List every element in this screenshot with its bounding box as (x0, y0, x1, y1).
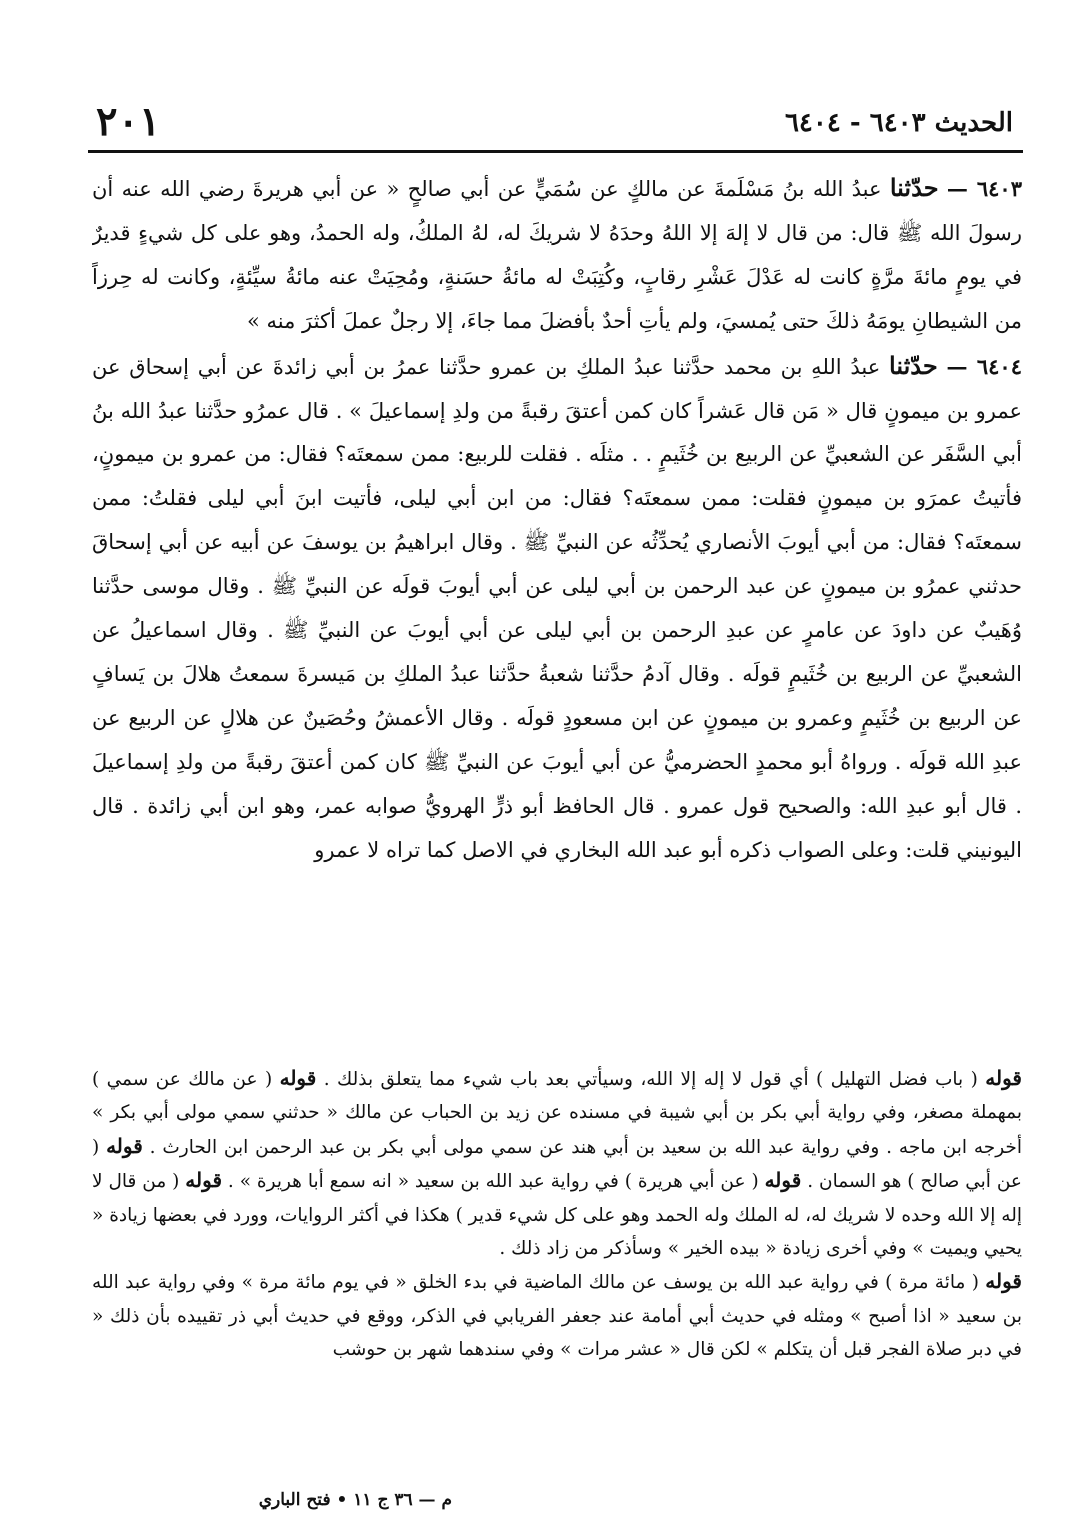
commentary-text: ( من قال لا إله إلا الله وحده لا شريك له، له الملك وله الحمد وهو على كل شيء قدير ) هكذا في أكثر الروايات، وورد في بعضها زيادة « يحيي ويميت » وفي أخرى زيادة « بيده الخير » وسأذكر من زاد ذلك . (92, 1171, 1022, 1260)
commentary-paragraph (92, 1265, 1022, 1366)
hadith-6403 (92, 166, 1022, 344)
commentary-section (92, 1062, 1022, 1482)
hadith-number: ٦٤٠٣ — (946, 176, 1022, 201)
hadith-range-title: الحديث ٦٤٠٣ - ٦٤٠٤ (784, 108, 1013, 138)
commentary-text: ( باب فضل التهليل ) أي قول لا إله إلا الله، وسيأتي بعد باب شيء مما يتعلق بذلك . (323, 1069, 978, 1090)
signature-footer: م — ٣٦ ج ١١ • فتح الباري (258, 1490, 452, 1510)
page-number: ٢٠١ (96, 98, 161, 145)
qawluhu-marker: قوله (279, 1066, 317, 1090)
hadith-6404 (92, 344, 1022, 873)
hadith-number: ٦٤٠٤ — (946, 353, 1022, 379)
haddathana-heading: حدّثنا (889, 350, 938, 380)
commentary-text: ( عن مالك عن سمي ) بمهملة مصغر، وفي رواية أبي بكر بن أبي شيبة في مسنده عن زيد بن الحباب عن مالك « حدثني سمي مولى أبي بكر » أخرجه ابن ماجه . وفي رواية عبد الله بن سعيد بن أبي هند عن سمي مولى أبي بكر بن عبد الرحمن ابن الحارث . (92, 1069, 1022, 1158)
haddathana-heading: حدّثنا (889, 173, 939, 202)
hadith-body: عبدُ اللهِ بن محمد حدَّثنا عبدُ الملكِ بن عمرو حدَّثنا عمرُ بن أبي زائدةَ عن أبي إسحاق عن عمرو بن ميمونٍ قال « مَن قال عَشراً كان كمن أعتقَ رقبةً من ولدِ إسماعيلَ » . قال عمرُو حدَّثنا عبدُ الله بنُ أبي السَّفَر عن الشعبيِّ عن الربيع بن خُثَيمٍ . . مثلَه . فقلت للربيع: ممن سمعتَه؟ فقال: من عمرو بن ميمونٍ، فأتيتُ عمرَو بن ميمونٍ فقلت: ممن سمعتَه؟ فقال: من ابن أبي ليلى، فأتيت ابنَ أبي ليلى فقلتُ: ممن سمعتَه؟ فقال: من أبي أيوبَ الأنصاري يُحدِّثُه عن النبيِّ ﷺ . وقال ابراهيمُ بن يوسفَ عن أبيه عن أبي إسحاقَ حدثني عمرُو بن ميمونٍ عن عبد الرحمن بن أبي ليلى عن أبي أيوبَ قولَه عن النبيِّ ﷺ . وقال موسى حدَّثنا وُهَيبٌ عن داودَ عن عامرٍ عن عبدِ الرحمن بن أبي ليلى عن أبي أيوبَ عن النبيِّ ﷺ . وقال اسماعيلُ عن الشعبيِّ عن الربيع بن خُثَيمٍ قولَه . وقال آدمُ حدَّثنا شعبةُ حدَّثنا عبدُ الملكِ بن مَيسرةَ سمعتُ هلالَ بن يَسافٍ عن الربيع بن خُثَيمٍ وعمرو بن ميمونٍ عن ابن مسعودٍ قولَه . وقال الأعمشُ وحُصَينٌ عن هلالٍ عن الربيع عن عبدِ الله قولَه . ورواهُ أبو محمدٍ الحضرميُّ عن أبي أيوبَ عن النبيِّ ﷺ كان كمن أعتقَ رقبةً من ولدِ إسماعيلَ . قال أبو عبدِ الله: والصحيح قول عمرو . قال الحافظ أبو ذرٍّ الهرويُّ صوابه عمر، وهو ابن أبي زائدة . قال اليونيني قلت: وعلى الصواب ذكره أبو عبد الله البخاري في الاصل كما تراه لا عمرو (92, 354, 1022, 862)
commentary-paragraph (92, 1062, 1022, 1265)
qawluhu-marker: قوله (985, 1066, 1022, 1090)
qawluhu-marker: قوله (985, 1269, 1022, 1294)
qawluhu-marker: قوله (185, 1168, 223, 1193)
qawluhu-marker: قوله (764, 1168, 802, 1193)
page-header (88, 92, 1023, 148)
commentary-text: ( عن أبي صالح ) هو السمان . (92, 1136, 1022, 1193)
qawluhu-marker: قوله (106, 1133, 143, 1158)
hadith-body: عبدُ الله بنُ مَسْلَمةَ عن مالكٍ عن سُمَيٍّ عن أبي صالحٍ « عن أبي هريرةَ رضي الله عنه أن رسولَ الله ﷺ قال: من قال لا إلهَ إلا اللهُ وحدَهُ لا شريكَ له، لهُ الملكُ، وله الحمدُ، وهو على كل شيءٍ قديرٌ في يومٍ مائةَ مرَّةٍ كانت له عَدْلَ عَشْرِ رقابٍ، وكُتِبَتْ له مائةُ حسَنةٍ، ومُحِيَتْ عنه مائةُ سيِّئةٍ، وكانت له حِرزاً من الشيطانِ يومَهُ ذلكَ حتى يُمسيَ، ولم يأتِ أحدٌ بأفضلَ مما جاءَ، إلا رجلٌ عملَ أكثرَ منه » (92, 177, 1022, 333)
commentary-text: ( مائة مرة ) في رواية عبد الله بن يوسف عن مالك الماضية في بدء الخلق « في يوم مائة مرة » وفي رواية عبد الله بن سعيد « اذا أصبح » ومثله في حديث أبي أمامة عند جعفر الفريابي في الذكر، ووقع في حديث أبي ذر تقييده بأن ذلك « في دبر صلاة الفجر قبل أن يتكلم » لكن قال « عشر مرات » وفي سندهما شهر بن حوشب (92, 1272, 1022, 1361)
header-divider (88, 150, 1023, 153)
hadith-text (92, 166, 1022, 1054)
commentary-text: ( عن أبي هريرة ) في رواية عبد الله بن سعيد « انه سمع أبا هريرة » . (227, 1171, 759, 1193)
